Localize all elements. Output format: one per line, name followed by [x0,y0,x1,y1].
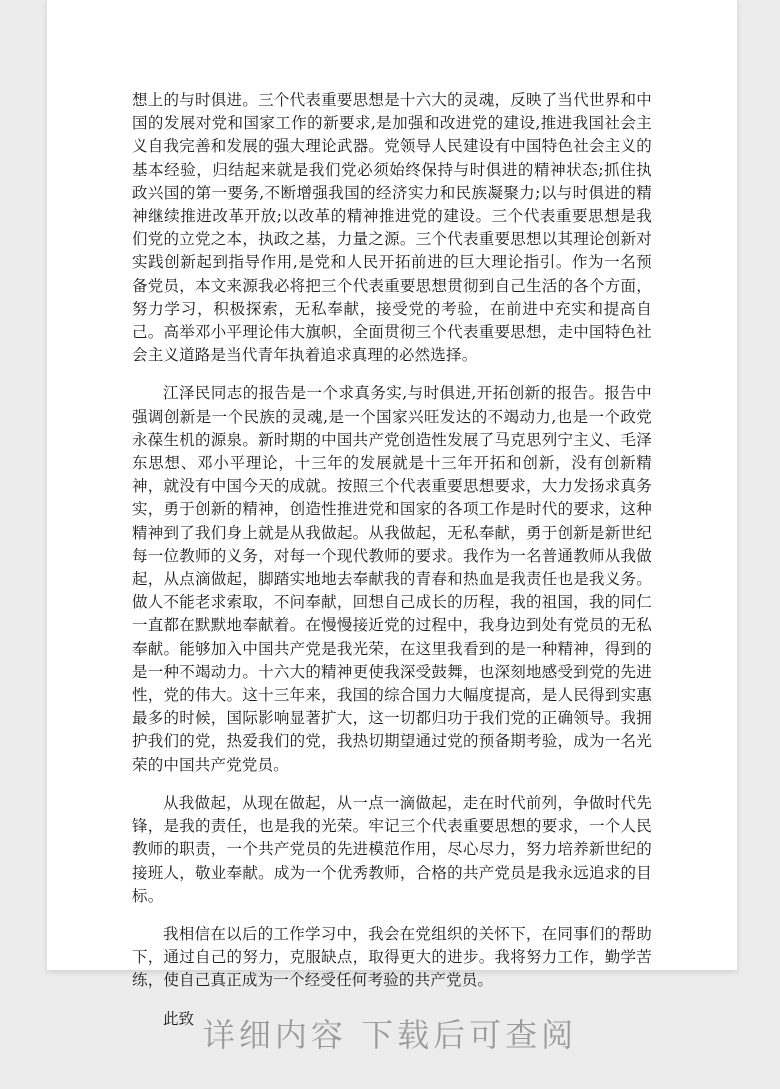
document-page [47,0,737,1028]
download-prompt[interactable]: 详细内容 下载后可查阅 [202,1016,578,1054]
closing-salutation: 此致 [163,1009,195,1028]
paragraph-3: 从我做起，从现在做起，从一点一滴做起，走在时代前列，争做时代先锋，是我的责任，也是我的光荣。牢记三个代表重要思想的要求，一个人民教师的职责，一个共产党员的先进模范作用，尽心尽力，努力培养新世纪的接班人，敬业奉献。成为一个优秀教师，合格的共产党员是我永远追求的目标。 [132,793,652,905]
paragraph-2: 江泽民同志的报告是一个求真务实,与时俱进,开拓创新的报告。报告中强调创新是一个民族的灵魂,是一个国家兴旺发达的不竭动力,也是一个政党永葆生机的源泉。新时期的中国共产党创造性发展了马克思列宁主义、毛泽东思想、邓小平理论，十三年的发展就是十三年开拓和创新，没有创新精神，就没有中国今天的成就。按照三个代表重要思想要求，大力发扬求真务实，勇于创新的精神，创造性推进党和国家的各项工作是时代的要求，这种精神到了我们身上就是从我做起。从我做起，无私奉献，勇于创新是新世纪每一位教师的义务，对每一个现代教师的要求。我作为一名普通教师从我做起，从点滴做起，脚踏实地地去奉献我的青春和热血是我责任也是我义务。做人不能老求索取，不问奉献，回想自己成长的历程，我的祖国，我的同仁一直都在默默地奉献着。在慢慢接近党的过程中，我身边到处有党员的无私奉献。能够加入中国共产党是我光荣，在这里我看到的是一种精神，得到的是一种不竭动力。十六大的精神更使我深受鼓舞，也深刻地感受到党的先进性，党的伟大。这十三年来，我国的综合国力大幅度提高，是人民得到实惠最多的时候，国际影响显著扩大，这一切都归功于我们党的正确领导。我拥护我们的党，热爱我们的党，我热切期望通过党的预备期考验，成为一名光荣的中国共产党党员。 [132,384,652,774]
paragraph-4: 我相信在以后的工作学习中，我会在党组织的关怀下，在同事们的帮助下，通过自己的努力，克服缺点，取得更大的进步。我将努力工作，勤学苦练，使自己真正成为一个经受任何考验的共产党员。 [132,924,652,990]
paragraph-1: 想上的与时俱进。三个代表重要思想是十六大的灵魂，反映了当代世界和中国的发展对党和国家工作的新要求,是加强和改进党的建设,推进我国社会主义自我完善和发展的强大理论武器。党领导人民建设有中国特色社会主义的基本经验，归结起来就是我们党必须始终保持与时俱进的精神状态;抓住执政兴国的第一要务,不断增强我国的经济实力和民族凝聚力;以与时俱进的精神继续推进改革开放;以改革的精神推进党的建设。三个代表重要思想是我们党的立党之本，执政之基，力量之源。三个代表重要思想以其理论创新对实践创新起到指导作用,是党和人民开拓前进的巨大理论指引。作为一名预备党员，本文来源我必将把三个代表重要思想贯彻到自己生活的各个方面，努力学习，积极探索，无私奉献，接受党的考验，在前进中充实和提高自己。高举邓小平理论伟大旗帜，全面贯彻三个代表重要思想，走中国特色社会主义道路是当代青年执着追求真理的必然选择。 [132,91,652,365]
